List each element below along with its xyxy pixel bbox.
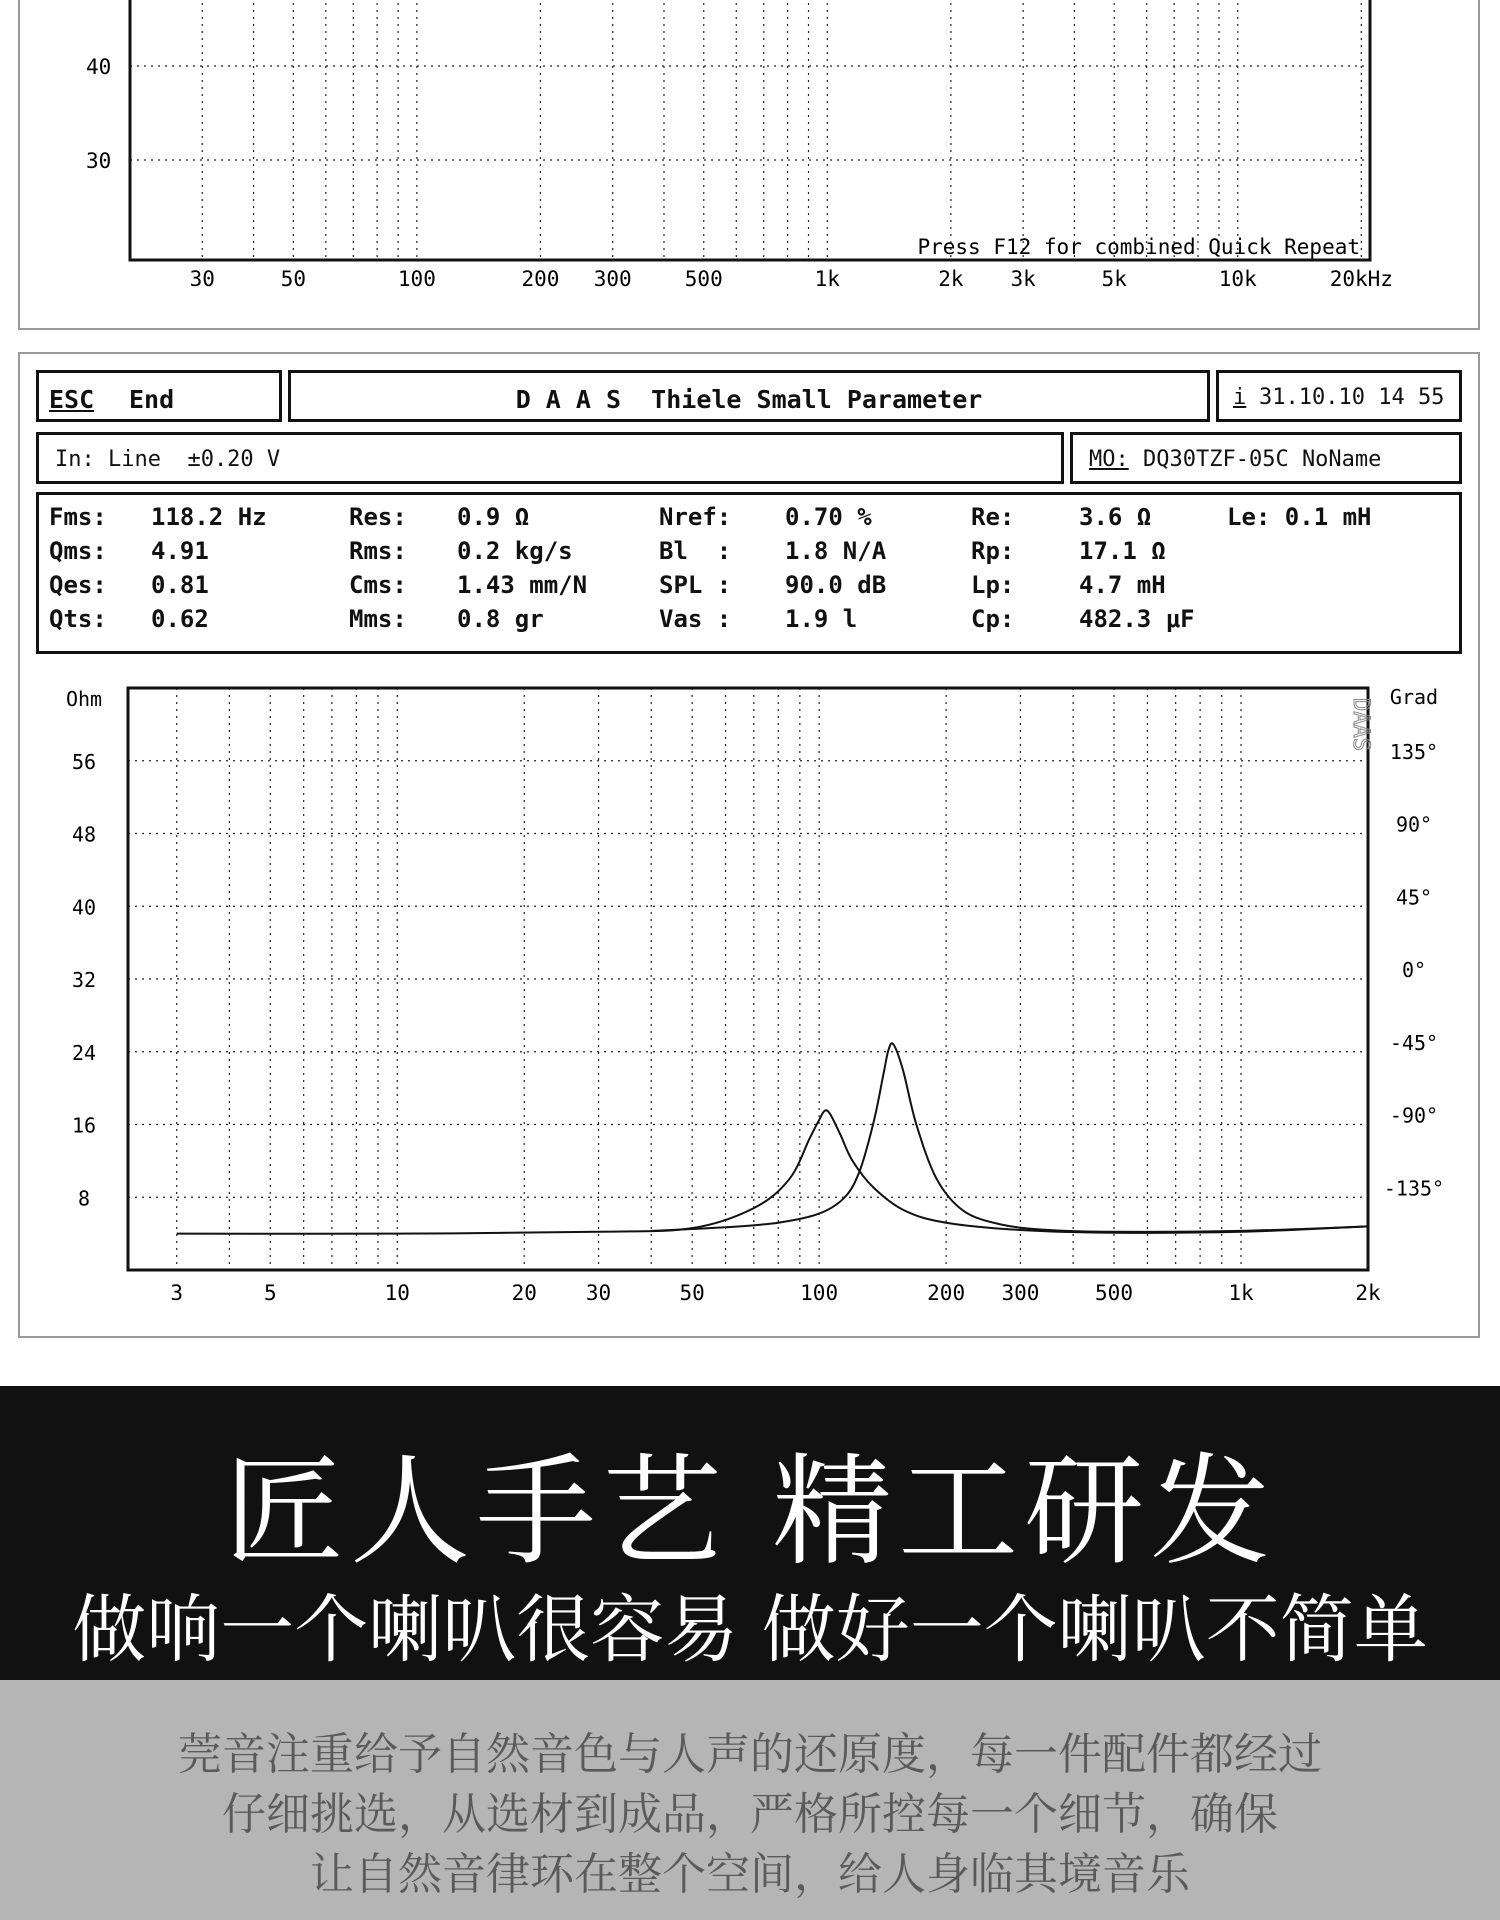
impedance-chart	[18, 670, 1480, 1310]
param-cell: Qms:	[49, 537, 107, 565]
x-tick-label: 2k	[1355, 1281, 1381, 1305]
x-tick-label: 300	[1001, 1281, 1040, 1305]
param-cell: Bl :	[659, 537, 732, 565]
x-tick-label: 200	[927, 1281, 966, 1305]
x-tick-label: 2k	[938, 267, 964, 291]
y-tick-label: Ohm	[65, 687, 103, 711]
x-tick-label: 3	[170, 1281, 184, 1305]
param-cell: 482.3 μF	[1079, 605, 1195, 633]
chart-note: Press F12 for combined Quick Repeat	[917, 235, 1360, 259]
frequency-response-panel	[18, 0, 1480, 330]
param-cell: Rp:	[971, 537, 1015, 565]
param-cell: Cp:	[971, 605, 1015, 633]
param-cell: 0.9 Ω	[457, 503, 530, 531]
param-cell: Qes:	[49, 571, 107, 599]
param-cell: 0.81	[151, 571, 209, 599]
param-cell: Qts:	[49, 605, 107, 633]
param-cell: 1.8 N/A	[785, 537, 887, 565]
y-tick-label: 30	[86, 149, 112, 173]
input-box	[36, 432, 1064, 484]
x-tick-label: 500	[684, 267, 723, 291]
param-cell: 90.0 dB	[785, 571, 887, 599]
param-cell: Mms:	[349, 605, 407, 633]
y-tick-label: 40	[71, 895, 97, 920]
end-label[interactable]: End	[129, 385, 175, 414]
info-icon[interactable]: i	[1233, 385, 1247, 410]
banner-title: 匠人手艺 精工研发	[223, 1443, 1277, 1582]
param-cell: Rms:	[349, 537, 407, 565]
y-tick-label: 8	[77, 1186, 91, 1211]
x-tick-label: 1k	[1228, 1281, 1254, 1305]
y2-tick-label: 45°	[1395, 885, 1433, 910]
slogan-banner	[0, 1386, 1500, 1680]
param-cell: Vas :	[659, 605, 732, 633]
y2-tick-label: -135°	[1383, 1176, 1445, 1201]
title-box	[288, 370, 1210, 422]
param-cell: Nref:	[659, 503, 732, 531]
description-line: 莞音注重给予自然音色与人声的还原度，每一件配件都经过	[178, 1729, 1322, 1780]
y2-tick-label: 0°	[1401, 958, 1427, 982]
x-tick-label: 10k	[1218, 267, 1257, 291]
x-tick-label: 20	[511, 1281, 537, 1305]
impedance-curve-a	[177, 1110, 1368, 1234]
x-tick-label: 300	[593, 267, 632, 291]
y-tick-label: 16	[71, 1113, 97, 1138]
param-cell: 0.70 %	[785, 503, 872, 531]
plot-frame	[130, 0, 1370, 260]
y2-tick-label: -45°	[1389, 1030, 1439, 1055]
y-tick-label: 48	[71, 822, 97, 847]
model-box	[1070, 432, 1462, 484]
x-tick-label: 30	[189, 267, 215, 291]
param-cell: SPL :	[659, 571, 732, 599]
x-tick-label: 20kHz	[1329, 267, 1393, 291]
x-tick-label: 500	[1095, 1281, 1133, 1305]
y-tick-label: 32	[71, 968, 97, 992]
x-tick-label: 100	[800, 1281, 839, 1305]
x-tick-label: 5k	[1101, 267, 1127, 291]
param-cell: 4.7 mH	[1079, 571, 1166, 599]
y2-tick-label: Grad	[1389, 685, 1439, 709]
y2-tick-label: 135°	[1389, 739, 1439, 764]
param-cell: 1.9 l	[785, 605, 858, 633]
param-cell: 0.2 kg/s	[457, 537, 573, 565]
param-cell: 1.43 mm/N	[457, 571, 588, 599]
param-cell: 3.6 Ω	[1079, 503, 1152, 531]
x-tick-label: 10	[384, 1281, 410, 1305]
param-cell: 0.8 gr	[457, 605, 544, 633]
x-tick-label: 30	[585, 1281, 612, 1305]
param-cell: 118.2 Hz	[151, 503, 267, 531]
esc-key[interactable]: ESC	[49, 385, 95, 414]
y-tick-label: 40	[86, 55, 112, 79]
esc-end-box[interactable]	[36, 370, 282, 422]
description-line: 仔细挑选，从选材到成品，严格所控每一个细节，确保	[222, 1789, 1278, 1840]
param-cell: Res:	[349, 503, 407, 531]
plot-frame	[128, 688, 1368, 1270]
frequency-response-chart	[20, 0, 1478, 330]
param-cell: Re:	[971, 503, 1015, 531]
datetime-box	[1216, 370, 1462, 422]
param-cell: Le: 0.1 mH	[1227, 503, 1372, 531]
param-cell: 17.1 Ω	[1079, 537, 1166, 565]
page-title: D A A S Thiele Small Parameter	[515, 385, 983, 414]
x-tick-label: 5	[263, 1281, 277, 1305]
parameter-table	[36, 492, 1462, 654]
daas-watermark: DAAS	[1348, 698, 1373, 751]
y-tick-label: 56	[71, 749, 97, 774]
input-level: In: Line ±0.20 V	[55, 447, 281, 472]
param-cell: Fms:	[49, 503, 107, 531]
x-tick-label: 50	[280, 267, 306, 291]
description-line: 让自然音律环在整个空间，给人身临其境音乐	[310, 1849, 1190, 1900]
model-name: DQ30TZF-05C NoName	[1143, 447, 1382, 472]
x-tick-label: 3k	[1010, 267, 1036, 291]
description-block	[0, 1680, 1500, 1920]
impedance-curve-b	[651, 1043, 1368, 1232]
param-cell: 4.91	[151, 537, 209, 565]
param-cell: Lp:	[971, 571, 1015, 599]
y-tick-label: 24	[71, 1040, 97, 1065]
datetime: 31.10.10 14 55	[1259, 385, 1445, 410]
x-tick-label: 1k	[814, 267, 840, 291]
y2-tick-label: -90°	[1389, 1103, 1439, 1128]
y2-tick-label: 90°	[1395, 812, 1433, 837]
param-cell: 0.62	[151, 605, 209, 633]
param-cell: Cms:	[349, 571, 407, 599]
banner-subtitle: 做响一个喇叭很容易 做好一个喇叭不简单	[72, 1587, 1428, 1673]
x-tick-label: 100	[397, 267, 436, 291]
mo-label: MO:	[1089, 447, 1129, 472]
x-tick-label: 50	[679, 1281, 705, 1305]
x-tick-label: 200	[521, 267, 560, 291]
